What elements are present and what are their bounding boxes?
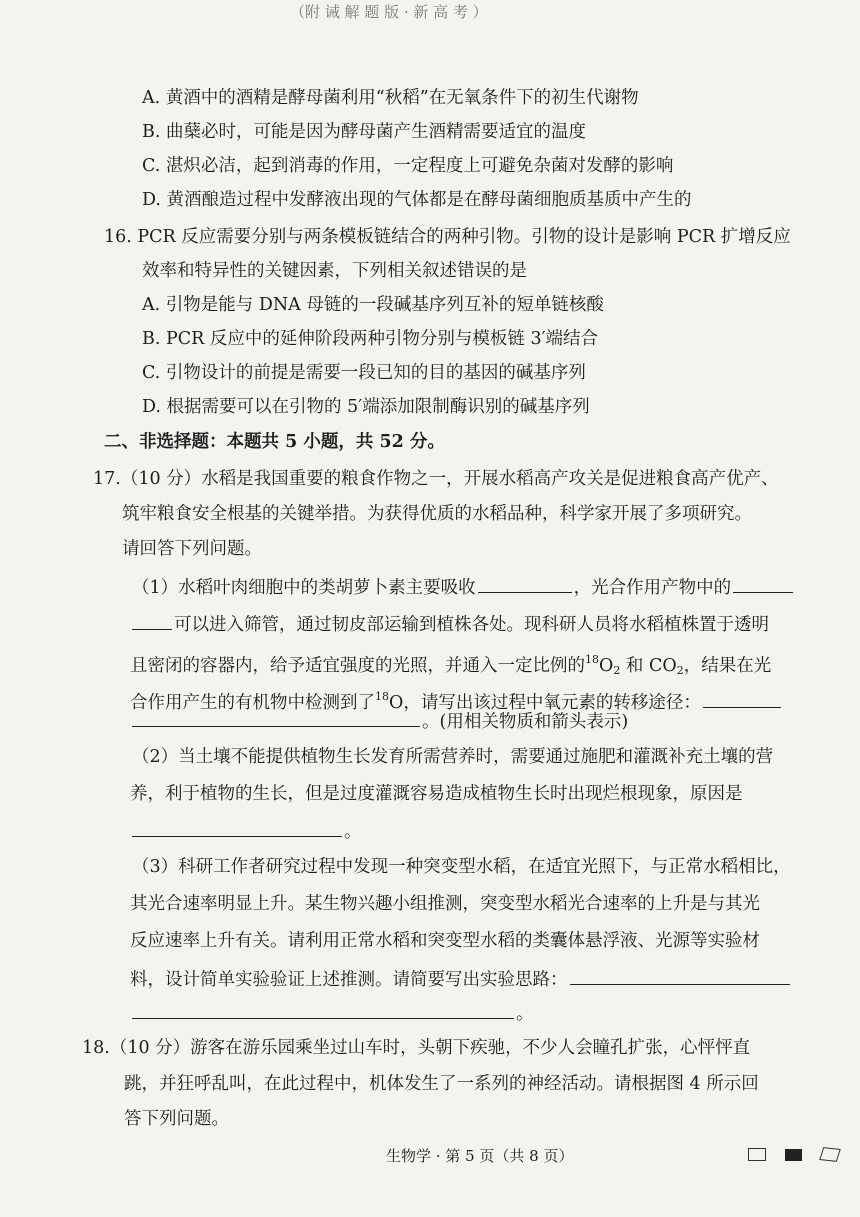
page-footer: 生物学 · 第 5 页（共 8 页） <box>386 1147 574 1165</box>
footer-marks <box>748 1146 853 1165</box>
q17-part1-line2: 可以进入筛管，通过韧皮部运输到植株各处。现科研人员将水稻植株置于透明 <box>130 611 769 637</box>
q17-part1-line5: 。(用相关物质和箭头表示) <box>130 708 628 734</box>
answer-blank-2-cont[interactable] <box>132 611 172 630</box>
answer-blank-2[interactable] <box>733 574 793 593</box>
q16-stem-line1: 16. PCR 反应需要分别与两条模板链结合的两种引物。引物的设计是影响 PCR 扩增反应 <box>104 227 791 247</box>
q18-stem-line1: 18.（10 分）游客在游乐园乘坐过山车时，头朝下疾驰，不少人会瞳孔扩张，心怦怦直 <box>82 1038 751 1058</box>
answer-blank-5-cont[interactable] <box>132 1000 514 1019</box>
q15-option-b: B. 曲蘖必时，可能是因为酵母菌产生酒精需要适宜的温度 <box>142 122 586 142</box>
q17-stem-line2: 筑牢粮食安全根基的关键举措。为获得优质的水稻品种，科学家开展了多项研究。 <box>122 504 752 524</box>
q16-stem-line2: 效率和特异性的关键因素，下列相关叙述错误的是 <box>142 261 527 281</box>
q17-part2-line3: 。 <box>130 818 362 844</box>
answer-blank-3[interactable] <box>703 689 781 708</box>
q17-part3-line2: 其光合速率明显上升。某生物兴趣小组推测，突变型水稻光合速率的上升是与其光 <box>130 894 760 914</box>
q17-part1-line4: 合作用产生的有机物中检测到了$^{18}$O，请写出该过程中氧元素的转移途径： <box>130 685 783 715</box>
skewed-box-icon <box>819 1147 841 1162</box>
q16-option-a: A. 引物是能与 DNA 母链的一段碱基序列互补的短单链核酸 <box>142 295 604 315</box>
q17-part2-line2: 养，利于植物的生长，但是过度灌溉容易造成植物生长时出现烂根现象，原因是 <box>130 784 743 804</box>
q17-stem-line1: 17.（10 分）水稻是我国重要的粮食作物之一，开展水稻高产攻关是促进粮食高产优产、 <box>93 469 779 489</box>
section-2-heading: 二、非选择题：本题共 5 小题，共 52 分。 <box>104 432 445 452</box>
q15-option-a: A. 黄酒中的酒精是酵母菌利用“秋稻”在无氧条件下的初生代谢物 <box>142 88 639 108</box>
q16-option-c: C. 引物设计的前提是需要一段已知的目的基因的碱基序列 <box>142 363 586 383</box>
q17-part1-line3: 且密闭的容器内，给予适宜强度的光照，并通入一定比例的$^{18}O_2$ 和 $CO_2$，结果在光 <box>130 653 772 677</box>
outline-box-icon <box>748 1148 766 1161</box>
filled-box-icon <box>785 1149 802 1161</box>
q17-stem-line3: 请回答下列问题。 <box>122 539 262 559</box>
q15-option-d: D. 黄酒酿造过程中发酵液出现的气体都是在酵母菌细胞质基质中产生的 <box>142 190 692 210</box>
q17-part3-line3: 反应速率上升有关。请利用正常水稻和突变型水稻的类囊体悬浮液、光源等实验材 <box>130 931 760 951</box>
q18-stem-line2: 跳，并狂呼乱叫，在此过程中，机体发生了一系列的神经活动。请根据图 4 所示回 <box>124 1074 759 1094</box>
q15-option-c: C. 湛炽必洁，起到消毒的作用，一定程度上可避免杂菌对发酵的影响 <box>142 156 674 176</box>
q17-part1-line1: （1）水稻叶肉细胞中的类胡萝卜素主要吸收 ，光合作用产物中的 <box>132 574 795 600</box>
q18-stem-line3: 答下列问题。 <box>124 1109 229 1129</box>
answer-blank-1[interactable] <box>478 574 572 593</box>
header-fragment: （附 诫 解 题 版 · 新 高 考 ） <box>290 3 488 21</box>
answer-blank-3-cont[interactable] <box>132 708 420 727</box>
q17-part3-line1: （3）科研工作者研究过程中发现一种突变型水稻，在适宜光照下，与正常水稻相比， <box>132 857 791 877</box>
answer-blank-4[interactable] <box>132 818 342 837</box>
q17-part3-line5: 。 <box>130 1000 534 1026</box>
q17-part3-line4: 料，设计简单实验验证上述推测。请简要写出实验思路： <box>130 966 792 992</box>
q16-option-b: B. PCR 反应中的延伸阶段两种引物分别与模板链 3′端结合 <box>142 329 599 349</box>
q16-option-d: D. 根据需要可以在引物的 5′端添加限制酶识别的碱基序列 <box>142 397 590 417</box>
answer-blank-5[interactable] <box>570 966 790 985</box>
q17-part2-line1: （2）当土壤不能提供植物生长发育所需营养时，需要通过施肥和灌溉补充土壤的营 <box>132 747 774 767</box>
